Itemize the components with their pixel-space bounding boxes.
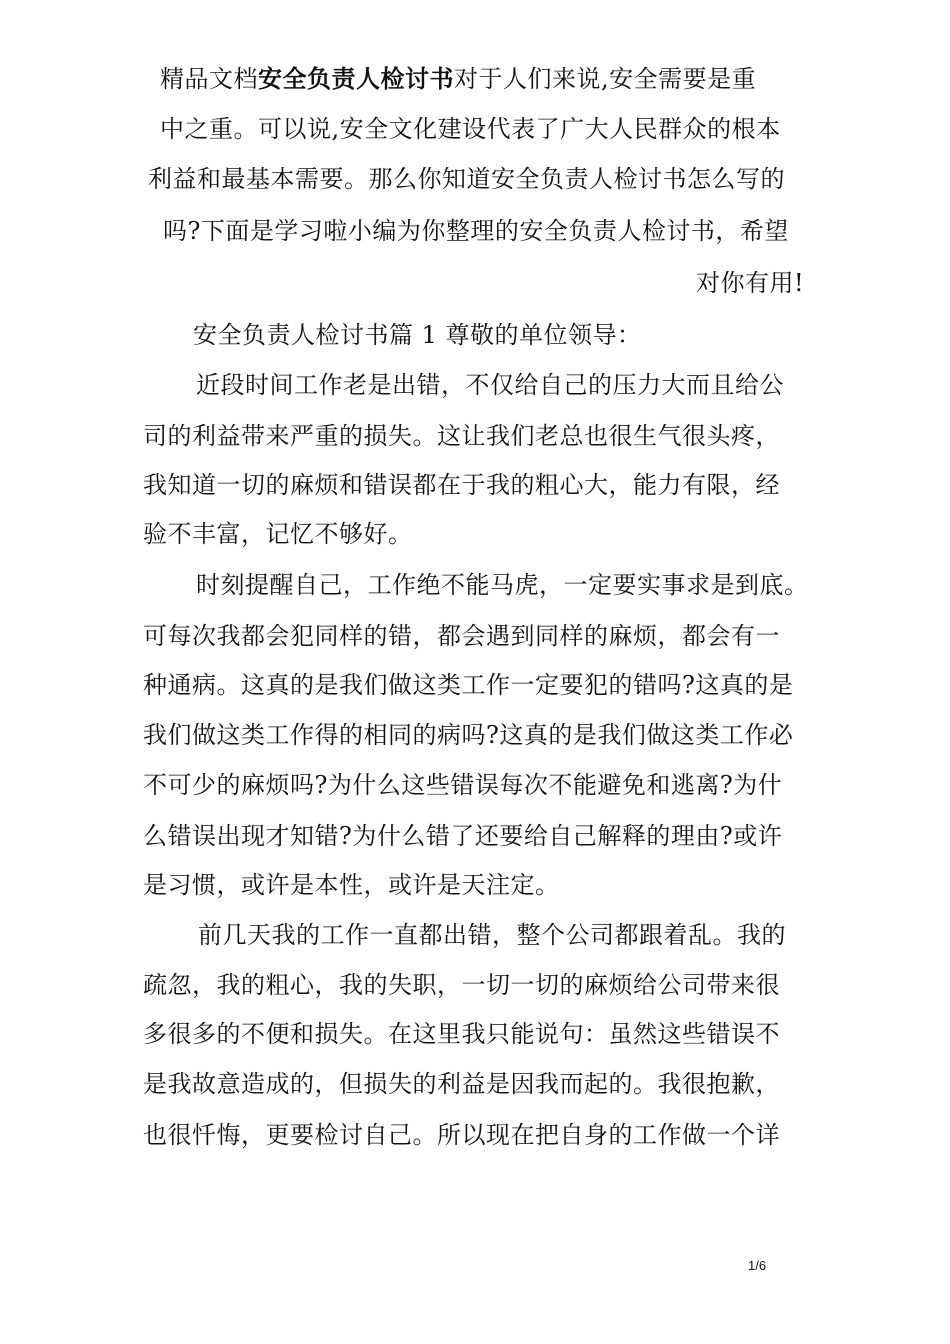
paragraph-3-line-1: 前几天我的工作一直都出错，整个公司都跟着乱。我的 <box>198 921 786 949</box>
paragraph-1-line-4: 验不丰富，记忆不够好。 <box>143 520 413 548</box>
paragraph-3-line-2: 疏忽，我的粗心，我的失职，一切一切的麻烦给公司带来很 <box>143 971 780 999</box>
paragraph-3-line-4: 是我故意造成的，但损失的利益是因我而起的。我很抱歉， <box>143 1070 780 1098</box>
paragraph-2-line-4: 我们做这类工作得的相同的病吗?这真的是我们做这类工作必 <box>143 721 794 749</box>
document-title: 安全负责人检讨书 <box>258 65 454 93</box>
paragraph-2-line-1: 时刻提醒自己，工作绝不能马虎，一定要实事求是到底。 <box>196 571 809 599</box>
intro-line-2: 中之重。可以说,安全文化建设代表了广大人民群众的根本 <box>160 115 781 143</box>
page-number: 1/6 <box>748 1258 767 1273</box>
paragraph-2-line-5: 不可少的麻烦吗?为什么这些错误每次不能避免和逃离?为什 <box>143 771 783 799</box>
paragraph-2-line-3: 种通病。这真的是我们做这类工作一定要犯的错吗?这真的是 <box>143 671 794 699</box>
intro-line-4: 吗?下面是学习啦小编为你整理的安全负责人检讨书，希望 <box>163 217 789 245</box>
section-heading: 安全负责人检讨书篇 1 尊敬的单位领导： <box>193 321 642 349</box>
intro-prefix: 精品文档 <box>160 65 258 93</box>
paragraph-1-line-2: 司的利益带来严重的损失。这让我们老总也很生气很头疼， <box>143 422 780 450</box>
paragraph-3-line-3: 多很多的不便和损失。在这里我只能说句：虽然这些错误不 <box>143 1020 780 1048</box>
paragraph-2-line-6: 么错误出现才知错?为什么错了还要给自己解释的理由?或许 <box>143 822 783 850</box>
intro-line-3: 利益和最基本需要。那么你知道安全负责人检讨书怎么写的 <box>148 165 785 193</box>
paragraph-1-line-3: 我知道一切的麻烦和错误都在于我的粗心大，能力有限，经 <box>143 471 780 499</box>
paragraph-1-line-1: 近段时间工作老是出错，不仅给自己的压力大而且给公 <box>196 371 784 399</box>
paragraph-3-line-5: 也很忏悔，更要检讨自己。所以现在把自身的工作做一个详 <box>143 1121 780 1149</box>
intro-line-1-rest: 对于人们来说,安全需要是重 <box>454 65 757 93</box>
paragraph-2-line-2: 可每次我都会犯同样的错，都会遇到同样的麻烦，都会有一 <box>143 622 780 650</box>
intro-line-1 <box>160 64 756 94</box>
paragraph-2-line-7: 是习惯，或许是本性，或许是天注定。 <box>143 871 560 899</box>
intro-line-5: 对你有用! <box>696 269 805 297</box>
